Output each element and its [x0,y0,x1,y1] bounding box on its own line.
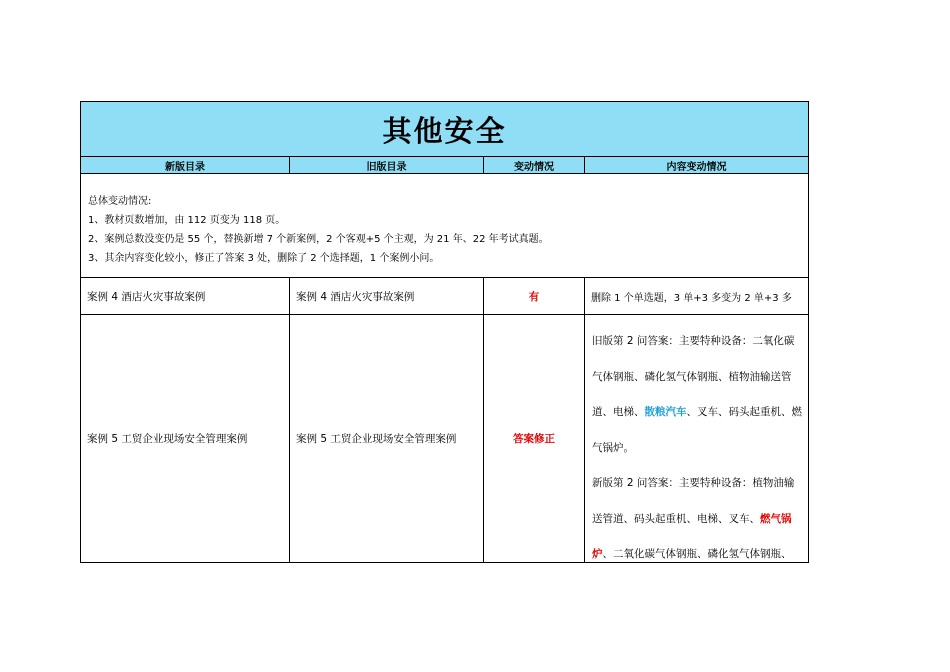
new-catalog-cell: 案例 4 酒店火灾事故案例 [81,278,290,314]
header-change: 变动情况 [484,157,585,173]
old-catalog-cell: 案例 5 工贸企业现场安全管理案例 [290,315,484,562]
overall-summary [81,174,808,278]
change-cell: 答案修正 [484,315,585,562]
new-answer-highlight: 燃气锅炉 [592,512,792,560]
change-cell: 有 [484,278,585,314]
change-table [80,101,809,563]
new-answer-text: 新版第 2 问答案：主要特种设备：植物油输送管道、码头起重机、电梯、叉车、 [592,477,795,525]
old-answer-text: 旧版第 2 问答案：主要特种设备：二氧化碳气体钢瓶、磷化氢气体钢瓶、植物油输送管道、电梯、 [592,335,795,418]
detail-cell: 删除 1 个单选题，3 单+3 多变为 2 单+3 多 [591,292,792,304]
old-answer-highlight: 散粮汽车 [644,406,687,418]
summary-line: 2、案例总数没变仍是 55 个，替换新增 7 个新案例，2 个客观+5 个主观，为 21 年、22 年考试真题。 [88,234,549,245]
page-title: 其他安全 [382,113,507,148]
header-content-change: 内容变动情况 [666,161,727,173]
summary-heading: 总体变动情况: [88,196,152,207]
new-catalog-cell: 案例 5 工贸企业现场安全管理案例 [81,315,290,562]
table-title-row [81,102,808,157]
header-new-catalog: 新版目录 [81,157,290,173]
table-row [81,315,808,563]
header-old-catalog: 旧版目录 [290,157,484,173]
detail-cell [585,315,808,562]
column-header-row [81,157,808,174]
new-answer-text-end: 、二氧化碳气体钢瓶、磷化氢气体钢瓶、 [602,548,792,560]
summary-line: 1、教材页数增加，由 112 页变为 118 页。 [88,215,286,226]
old-catalog-cell: 案例 4 酒店火灾事故案例 [290,278,484,314]
old-answer-text-end: 、叉车、码头起重机、燃气锅炉。 [592,406,802,454]
summary-line: 3、其余内容变化较小，修正了答案 3 处，删除了 2 个选择题，1 个案例小问。 [88,253,440,264]
table-row [81,278,808,315]
